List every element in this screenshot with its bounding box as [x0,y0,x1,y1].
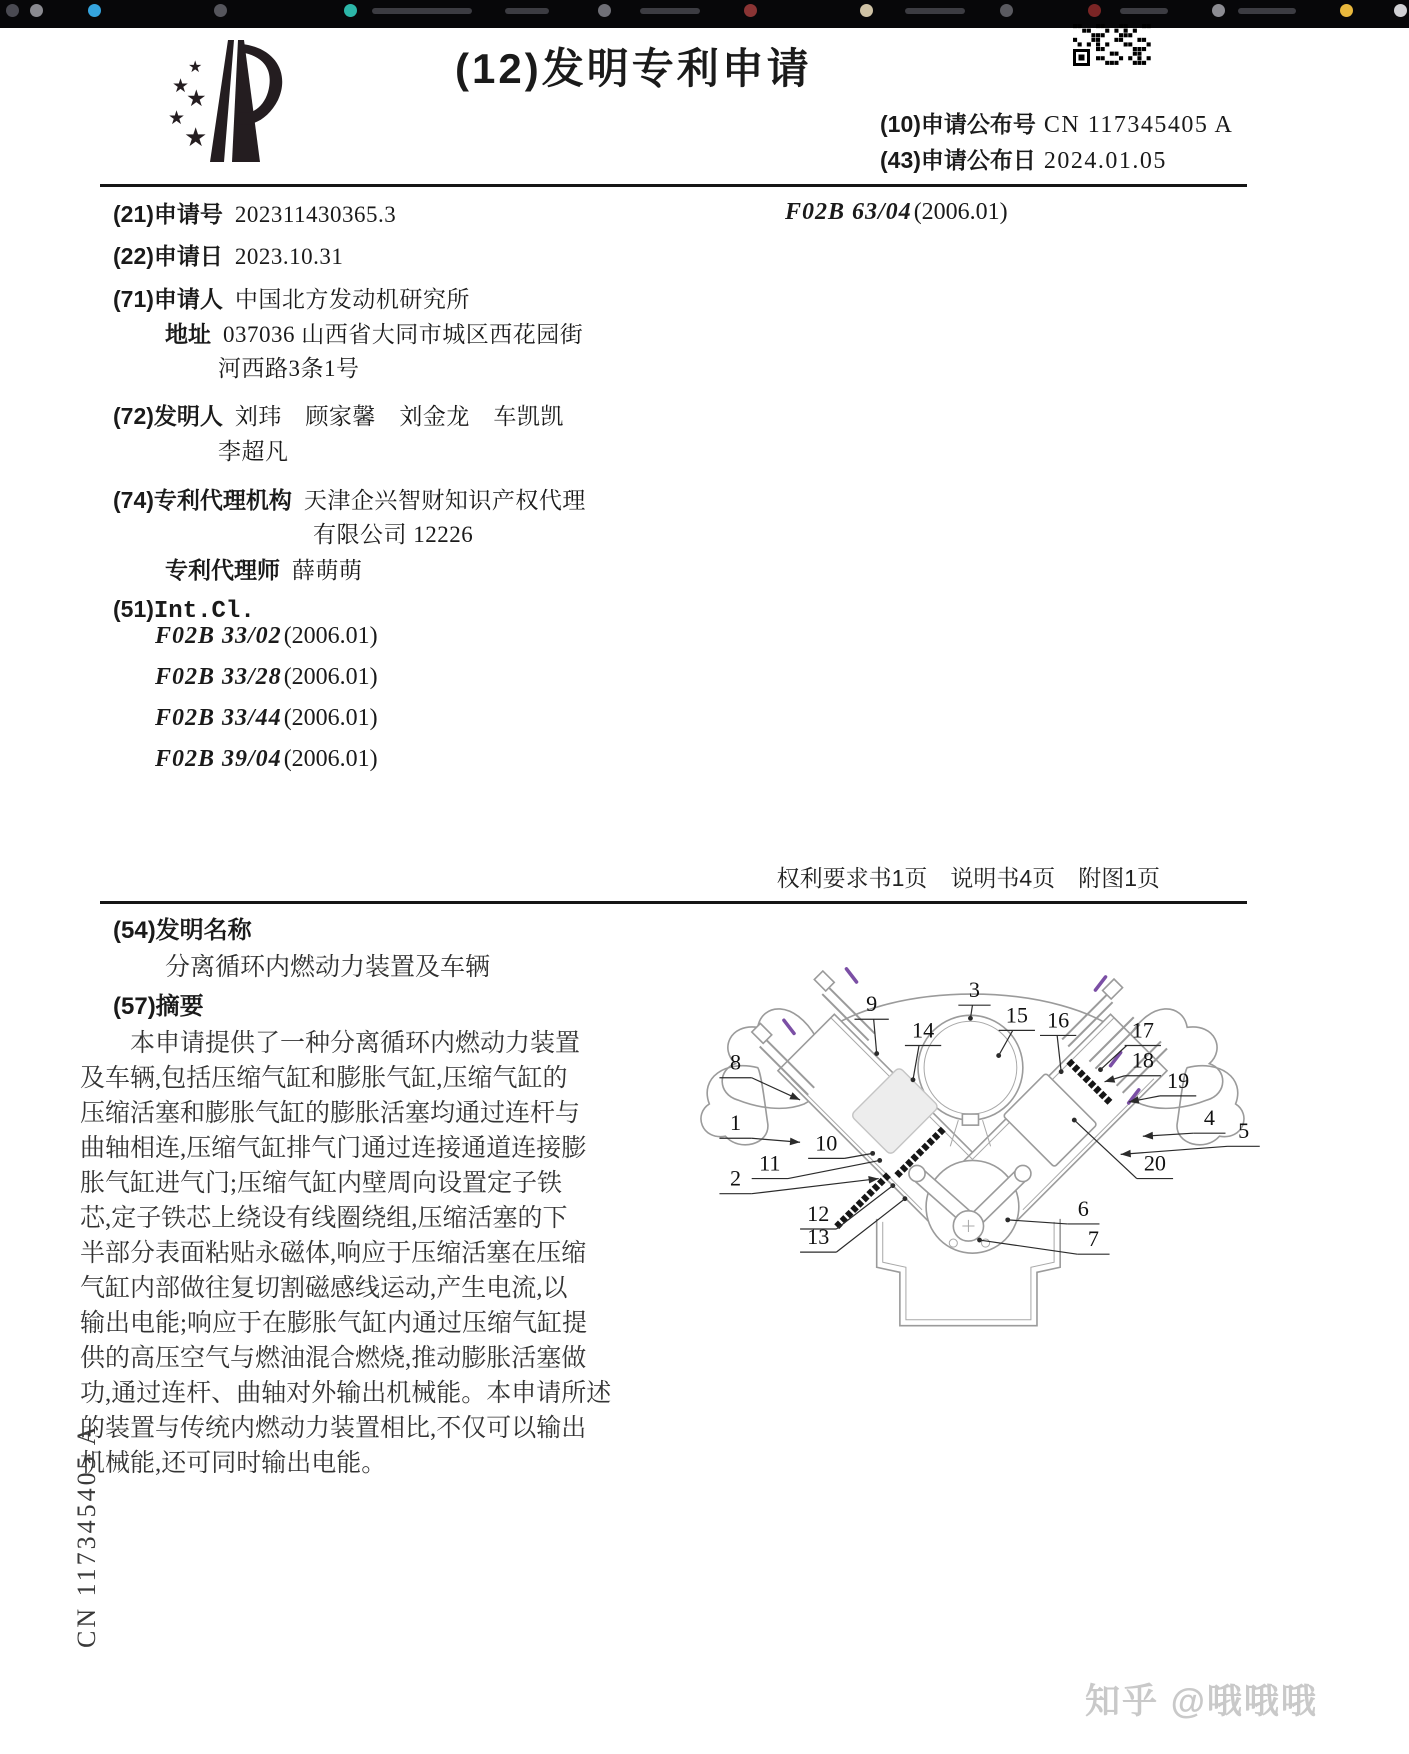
intcl-label-num: (51) [113,596,154,622]
inventors-row2 [218,433,289,466]
applicant-value: 中国北方发动机研究所 [234,287,470,312]
inventors-row [113,398,564,431]
intcl-item [155,704,378,732]
svg-text:17: 17 [1131,1017,1154,1043]
address-label: 地址 [165,321,211,347]
figure-callout-3 [958,977,990,1021]
pages-info: 权利要求书1页 说明书4页 附图1页 [776,865,1160,891]
svg-text:20: 20 [1143,1150,1166,1176]
tab-title-streak [905,8,965,14]
cnipa-logo-icon [160,34,310,184]
tab-title-streak [1120,8,1168,14]
tab-favicon-icon[interactable] [1340,4,1353,17]
abstract-line: 输出电能;响应于在膨胀气缸内通过压缩气缸提 [80,1310,587,1337]
inventors-label: (72)发明人 [113,403,223,429]
tab-title-streak [505,8,549,14]
svg-text:4: 4 [1203,1105,1215,1131]
svg-text:3: 3 [968,977,981,1003]
address-line1: 037036 山西省大同市城区西花园街 [223,322,584,347]
abstract-line: 本申请提供了一种分离循环内燃动力装置 [130,1030,581,1057]
intcl-label-text: Int.Cl. [153,598,255,625]
abstract-line: 芯,定子铁芯上绕设有线圈绕组,压缩活塞的下 [80,1205,568,1232]
logo-star: ★ [188,59,203,76]
intcl-label-row [113,596,255,625]
logo-star: ★ [186,85,207,111]
doc-type-title: (12)发明专利申请 [455,45,812,92]
publication-date-row [880,142,1167,175]
application-number-row [113,196,396,229]
intcl-item-code: F02B 33/44 [155,705,282,731]
tab-favicon-icon[interactable] [30,4,43,17]
application-number-label: (21)申请号 [113,201,223,227]
publication-number-row [880,106,1233,139]
abstract-line: 气缸内部做往复切割磁感线运动,产生电流,以 [80,1275,568,1302]
svg-text:6: 6 [1077,1195,1089,1221]
figure-callout-4 [1143,1105,1226,1139]
inventors-line1: 刘玮 顾家馨 刘金龙 车凯凯 [234,404,564,429]
logo-star: ★ [172,76,190,97]
publication-number-label: (10)申请公布号 [880,111,1036,137]
tab-favicon-icon[interactable] [344,4,357,17]
abstract-label: (57)摘要 [113,993,204,1020]
intcl-right-code: F02B 63/04 [785,199,912,225]
tab-favicon-icon[interactable] [860,4,873,17]
tab-favicon-icon[interactable] [598,4,611,17]
application-date-value: 2023.10.31 [234,244,344,269]
intcl-item-code: F02B 39/04 [155,746,282,772]
publication-date-value: 2024.01.05 [1043,148,1167,174]
abstract-line: 功,通过连杆、曲轴对外输出机械能。本申请所述 [80,1380,612,1407]
application-date-label: (22)申请日 [113,243,223,269]
svg-text:12: 12 [807,1200,830,1226]
tab-title-streak [372,8,472,14]
abstract-line: 半部分表面粘贴永磁体,响应于压缩活塞在压缩 [80,1240,587,1267]
tab-favicon-icon[interactable] [88,4,101,17]
tab-favicon-icon[interactable] [6,4,19,17]
abstract-line: 胀气缸进气门;压缩气缸内壁周向设置定子铁 [80,1170,562,1197]
agency-row [113,482,586,515]
abstract-text [80,1026,670,1481]
intcl-right [785,198,1008,226]
intcl-item-date: (2006.01) [283,664,378,690]
agency-row2 [313,516,473,549]
svg-text:5: 5 [1238,1118,1250,1144]
svg-text:16: 16 [1047,1007,1070,1033]
intcl-item-date: (2006.01) [283,746,378,772]
abstract-line: 及车辆,包括压缩气缸和膨胀气缸,压缩气缸的 [80,1065,568,1092]
abstract-line: 压缩活塞和膨胀气缸的膨胀活塞均通过连杆与 [80,1100,581,1127]
svg-text:2: 2 [730,1165,742,1191]
accent-mark [784,1020,794,1033]
svg-text:13: 13 [807,1224,830,1250]
application-number-value: 202311430365.3 [234,202,397,227]
cnipa-logo [160,34,310,189]
logo-star: ★ [168,108,186,129]
applicant-row [113,281,470,314]
browser-tab-bar[interactable] [0,0,1409,28]
svg-text:1: 1 [730,1110,742,1136]
side-publication-number: CN 117345405 A [72,1423,101,1648]
address-row2 [218,350,360,383]
figure-callout-2 [719,1166,878,1194]
intcl-item-date: (2006.01) [283,623,378,649]
engine-figure-svg [665,866,1290,1350]
intcl-right-date: (2006.01) [913,199,1008,225]
intcl-item [155,622,378,650]
address-line2: 河西路3条1号 [218,356,360,381]
application-date-row [113,238,343,271]
engine-figure [665,866,1290,1350]
abstract-line: 曲轴相连,压缩气缸排气门通过连接通道连接膨 [80,1135,587,1162]
svg-text:19: 19 [1167,1067,1190,1093]
logo-star: ★ [184,122,208,152]
tab-title-streak [1238,8,1296,14]
svg-text:18: 18 [1131,1047,1154,1073]
tab-favicon-icon[interactable] [744,4,757,17]
agent-value: 薛萌萌 [292,558,363,583]
svg-text:10: 10 [815,1130,838,1156]
inventors-line2: 李超凡 [218,439,289,464]
header-rule [100,184,1247,187]
intcl-item-date: (2006.01) [283,705,378,731]
agency-line2: 有限公司 12226 [313,522,474,547]
barcode-2d-icon [1072,23,1154,73]
svg-text:9: 9 [866,991,878,1017]
tab-favicon-icon[interactable] [1088,4,1101,17]
watermark: 知乎 @哦哦哦 [1085,1682,1318,1721]
accent-mark [846,969,856,982]
agency-label: (74)专利代理机构 [113,487,292,513]
intcl-item [155,745,378,773]
tab-favicon-icon[interactable] [1212,4,1225,17]
tab-title-streak [640,8,700,14]
agent-row [165,552,363,585]
abstract-line: 供的高压空气与燃油混合燃烧,推动膨胀活塞做 [80,1345,587,1372]
tab-favicon-icon[interactable] [1000,4,1013,17]
agent-label: 专利代理师 [165,557,280,583]
tab-favicon-icon[interactable] [1394,4,1407,17]
svg-text:14: 14 [911,1017,935,1043]
abstract-line: 的装置与传统内燃动力装置相比,不仅可以输出 [80,1415,587,1442]
invention-name: 分离循环内燃动力装置及车辆 [165,953,491,981]
figure-callout-5 [1121,1118,1260,1157]
publication-date-label: (43)申请公布日 [880,147,1036,173]
svg-text:8: 8 [730,1049,742,1075]
figure-callout-12 [800,1183,895,1229]
svg-text:15: 15 [1005,1002,1028,1028]
tab-favicon-icon[interactable] [214,4,227,17]
svg-text:7: 7 [1087,1226,1099,1252]
intcl-item [155,663,378,691]
intcl-list [155,622,378,786]
intcl-item-code: F02B 33/02 [155,623,282,649]
abstract-line: 机械能,还可同时输出电能。 [80,1450,387,1477]
address-row [165,316,583,349]
agency-line1: 天津企兴智财知识产权代理 [303,488,586,513]
publication-number-value: CN 117345405 A [1043,112,1234,138]
invention-name-label: (54)发明名称 [113,917,252,944]
svg-text:11: 11 [759,1150,781,1176]
applicant-label: (71)申请人 [113,286,223,312]
intcl-item-code: F02B 33/28 [155,664,282,690]
